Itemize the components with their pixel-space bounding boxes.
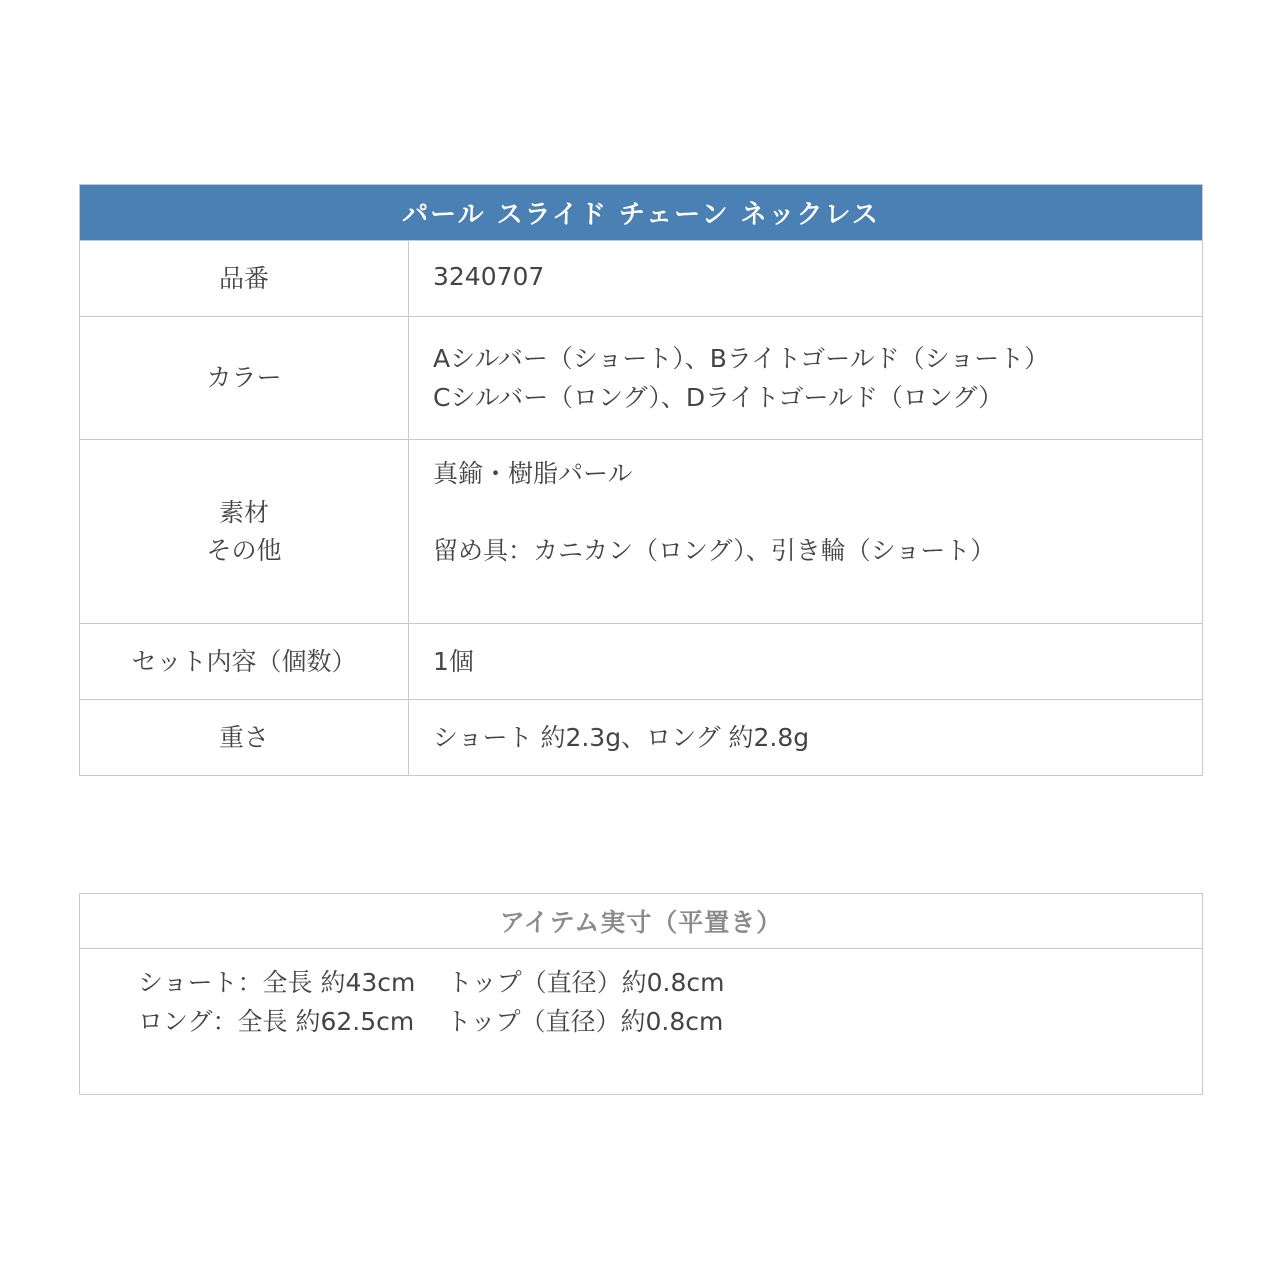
spec-row-color [80,317,1202,440]
spec-value-line: ショート 約2.3g、ロング 約2.8g [433,723,810,752]
size-top-diameter: トップ（直径）約0.8cm [447,968,725,997]
spec-value-line: Aシルバー（ショート）、Bライトゴールド（ショート） [433,344,1050,373]
spec-table-title: パール スライド チェーン ネックレス [80,185,1202,241]
size-line-long [138,1002,1202,1041]
spec-row-weight [80,700,1202,775]
spec-value [409,241,1202,316]
spec-value-line: 真鍮・樹脂パール [433,459,633,488]
size-length: ロング：全長 約62.5cm [138,1007,415,1036]
spec-value [409,440,1202,623]
spec-row-material [80,440,1202,624]
item-size-box [79,893,1203,1095]
spec-table [79,184,1203,776]
spec-value [409,624,1202,699]
size-line-short [138,963,1202,1002]
spec-label: 品番 [80,241,409,316]
spec-value-line: 1個 [433,647,474,676]
spec-row-set-contents [80,624,1202,700]
spec-label-line: 素材 [218,497,269,527]
spec-value [409,700,1202,775]
size-length: ショート：全長 約43cm [138,968,416,997]
spec-label: 重さ [80,700,409,775]
spec-row-product-number [80,241,1202,317]
size-top-diameter: トップ（直径）約0.8cm [446,1007,724,1036]
spec-label: カラー [80,317,409,439]
spacer [433,493,1202,531]
spec-label: セット内容（個数） [80,624,409,699]
spec-value [409,317,1202,439]
spec-label-line: その他 [206,535,282,565]
spec-value-line: 3240707 [433,262,545,291]
spec-value-line: 留め具：カニカン（ロング）、引き輪（ショート） [433,536,996,565]
spec-label [80,440,409,623]
item-size-body [80,949,1202,1041]
spec-value-line: Cシルバー（ロング）、Dライトゴールド（ロング） [433,383,1004,412]
item-size-title: アイテム実寸（平置き） [80,894,1202,949]
